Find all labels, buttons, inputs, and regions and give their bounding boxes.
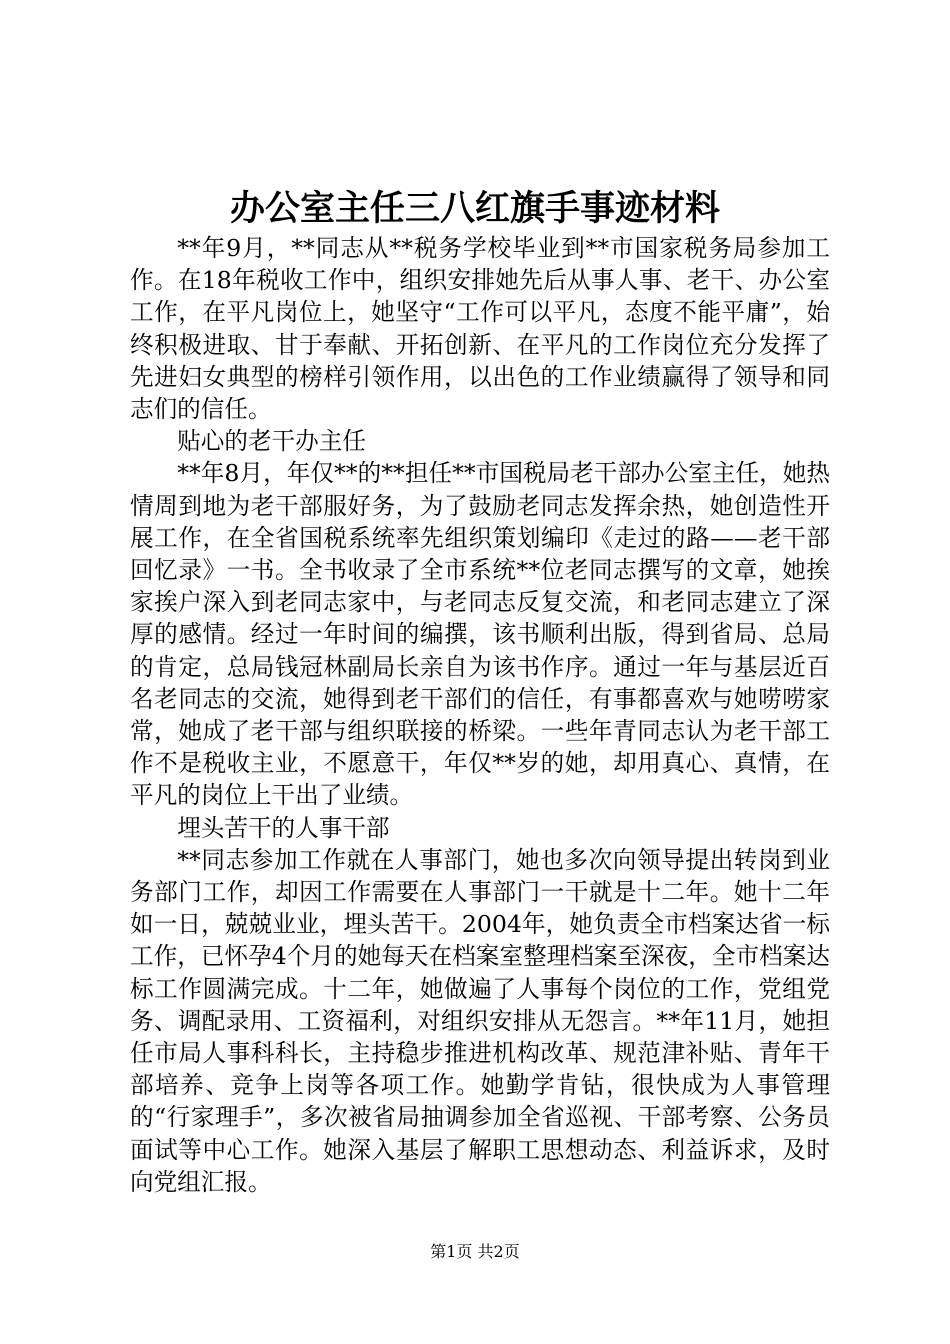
page-footer: 第1页 共2页: [430, 1242, 520, 1261]
retired-cadres-paragraph: **年8月，年仅**的**担任**市国税局老干部办公室主任，她热情周到地为老干部服好务，为了鼓励老同志发挥余热，她创造性开展工作，在全省国税系统率先组织策划编印《走过的路——老干部回忆录》一书。全书收录了全市系统**位老同志撰写的文章，她挨家挨户深入到老同志家中，与老同志反复交流，和老同志建立了深厚的感情。经过一年时间的编撰，该书顺利出版，得到省局、总局的肯定，总局钱冠林副局长亲自为该书作序。通过一年与基层近百名老同志的交流，她得到老干部们的信任，有事都喜欢与她唠唠家常，她成了老干部与组织联接的桥梁。一些年青同志认为老干部工作不是税收主业，不愿意干，年仅**岁的她，却用真心、真情，在平凡的岗位上干出了业绩。: [130, 459, 830, 810]
section-heading-retired-cadres: 贴心的老干办主任: [177, 427, 366, 456]
document-title: 办公室主任三八红旗手事迹材料: [229, 188, 720, 229]
document-body: [130, 232, 830, 1198]
personnel-paragraph: **同志参加工作就在人事部门，她也多次向领导提出转岗到业务部门工作，却因工作需要在人事部门一干就是十二年。她十二年如一日，兢兢业业，埋头苦干。2004年，她负责全市档案达省一标工作，已怀孕4个月的她每天在档案室整理档案至深夜，全市档案达标工作圆满完成。十二年，她做遍了人事每个岗位的工作，党组党务、调配录用、工资福利，对组织安排从无怨言。**年11月，她担任市局人事科科长，主持稳步推进机构改革、规范津补贴、青年干部培养、竞争上岗等各项工作。她勤学肯钻，很快成为人事管理的“行家理手”，多次被省局抽调参加全省巡视、干部考察、公务员面试等中心工作。她深入基层了解职工思想动态、利益诉求，及时向党组汇报。: [130, 845, 830, 1196]
intro-paragraph: **年9月，**同志从**税务学校毕业到**市国家税务局参加工作。在18年税收工作中，组织安排她先后从事人事、老干、办公室工作，在平凡岗位上，她坚守“工作可以平凡，态度不能平庸”，始终积极进取、甘于奉献、开拓创新、在平凡的工作岗位充分发挥了先进妇女典型的榜样引领作用，以出色的工作业绩赢得了领导和同志们的信任。: [130, 234, 830, 424]
section-heading-personnel: 埋头苦干的人事干部: [177, 813, 390, 842]
